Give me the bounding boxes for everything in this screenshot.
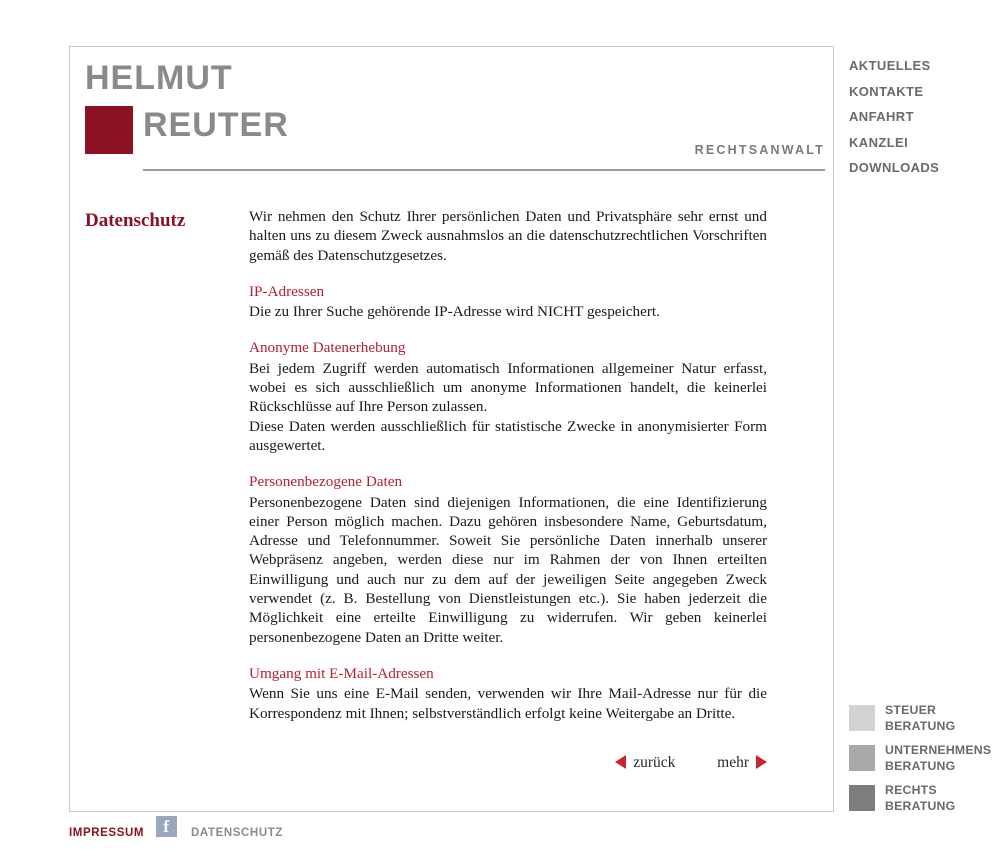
service-label-line1: STEUER [885, 703, 937, 717]
service-label-line1: RECHTS [885, 783, 937, 797]
content-panel [69, 46, 834, 812]
facebook-icon[interactable]: f [156, 816, 177, 837]
service-label-line1: UNTERNEHMENS [885, 743, 992, 757]
service-label-line2: BERATUNG [885, 798, 956, 813]
section-paragraph: Diese Daten werden ausschließlich für statistische Zwecke in anonymisierter Form ausgewertet. [249, 417, 767, 454]
pager [249, 754, 767, 772]
triangle-right-icon [756, 755, 767, 769]
service-label [885, 743, 991, 775]
prev-page-link[interactable] [615, 754, 675, 772]
next-page-link[interactable] [717, 754, 767, 772]
site-logo[interactable] [85, 59, 825, 179]
footer-link-datenschutz[interactable]: DATENSCHUTZ [191, 827, 283, 839]
logo-line-1: HELMUT [85, 59, 233, 97]
article-body [249, 207, 767, 723]
logo-square-mark [85, 106, 133, 154]
logo-subtitle: RECHTSANWALT [694, 143, 825, 157]
logo-line-2: REUTER [143, 106, 289, 144]
prev-page-label: zurück [633, 754, 676, 771]
section-heading: Anonyme Datenerhebung [249, 339, 406, 357]
nav-item-kanzlei[interactable]: KANZLEI [849, 134, 909, 150]
section-paragraph: Personenbezogene Daten sind diejenigen Informationen, die eine Identifizierung einer Person möglich machen. Dazu gehören insbesondere Name, Geburtsdatum, Adresse und Telefonnummer. Soweit Sie persönliche Daten innerhalb unserer Webpräsenz angeben, werden diese nur im Rahmen der von Ihnen erteilten Einwilligung und auch nur zu dem auf der jeweiligen Seite angegeben Zweck verwendet (z. B. Bestellung von Dienstleistungen etc.). Sie haben jederzeit die Möglichkeit eine erteilte Einwilligung zu widerrufen. Wir geben keinerlei personenbezogene Daten an Dritte weiter. [249, 493, 767, 646]
service-label [885, 783, 955, 815]
service-label [885, 703, 955, 735]
nav-item-anfahrt[interactable]: ANFAHRT [849, 109, 914, 124]
section-heading: Umgang mit E-Mail-Adressen [249, 664, 434, 682]
service-swatch [849, 785, 875, 811]
section-paragraph: Wenn Sie uns eine E-Mail senden, verwenden wir Ihre Mail-Adresse nur für die Korrespondenz mit Ihnen; selbstverständlich erfolgt keine Weitergabe an Dritte. [249, 685, 767, 722]
nav-item-aktuelles[interactable]: AKTUELLES [849, 58, 931, 73]
article-section [249, 282, 767, 322]
article-section [249, 472, 767, 647]
section-paragraph: Die zu Ihrer Suche gehörende IP-Adresse wird NICHT gespeichert. [249, 303, 660, 321]
article-section [249, 338, 767, 455]
section-paragraph: Bei jedem Zugriff werden automatisch Informationen allgemeiner Natur erfasst, wobei es sich ausschließlich um anonyme Informationen handelt, die keinerlei Rückschlüsse auf Ihre Person zulassen. [249, 359, 767, 416]
article-intro: Wir nehmen den Schutz Ihrer persönlichen Daten und Privatsphäre sehr ernst und halten uns zu diesem Zweck ausnahmslos an die datenschutzrechtlichen Vorschriften gemäß des Datenschutzgesetzes. [249, 208, 767, 264]
logo-divider [143, 169, 825, 171]
service-swatch [849, 705, 875, 731]
nav-item-kontakte[interactable]: KONTAKTE [849, 83, 924, 99]
footer [69, 817, 834, 846]
page-title: Datenschutz [85, 210, 186, 231]
triangle-left-icon [615, 755, 626, 769]
service-label-line2: BERATUNG [885, 718, 956, 733]
footer-link-impressum[interactable]: IMPRESSUM [69, 827, 145, 839]
service-swatch [849, 745, 875, 771]
nav-item-downloads[interactable]: DOWNLOADS [849, 160, 940, 175]
main-navigation [849, 58, 939, 186]
next-page-label: mehr [717, 754, 749, 771]
service-label-line2: BERATUNG [885, 758, 956, 773]
section-heading: IP-Adressen [249, 282, 325, 300]
section-heading: Personenbezogene Daten [249, 473, 403, 491]
article-section [249, 664, 767, 723]
